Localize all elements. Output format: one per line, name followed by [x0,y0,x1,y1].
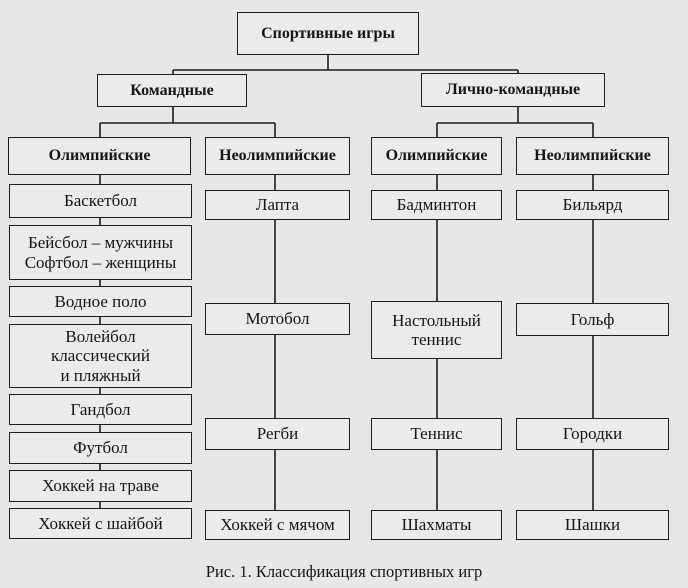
sport-basketball: Баскетбол [9,184,192,218]
sport-table-tennis: Настольный теннис [371,301,502,359]
category-personal-olympic: Олимпийские [371,137,502,175]
sport-bandy: Хоккей с мячом [205,510,350,540]
root-node: Спортивные игры [237,12,419,55]
sport-motoball: Мотобол [205,303,350,335]
sport-golf: Гольф [516,303,669,336]
sport-checkers: Шашки [516,510,669,540]
sport-handball: Гандбол [9,394,192,425]
sport-water-polo: Водное поло [9,286,192,317]
sport-field-hockey: Хоккей на траве [9,470,192,502]
category-team-non-olympic: Неолимпийские [205,137,350,175]
sport-chess: Шахматы [371,510,502,540]
group-team: Командные [97,74,247,107]
sport-volleyball: Волейбол классический и пляжный [9,324,192,388]
category-team-olympic: Олимпийские [8,137,191,175]
figure-caption: Рис. 1. Классификация спортивных игр [205,562,483,581]
group-personal-team: Лично-командные [421,73,605,107]
sport-ice-hockey: Хоккей с шайбой [9,508,192,539]
sport-billiards: Бильярд [516,190,669,220]
sport-tennis: Теннис [371,418,502,450]
sport-football: Футбол [9,432,192,464]
sport-badminton: Бадминтон [371,190,502,220]
sport-gorodki: Городки [516,418,669,450]
sport-lapta: Лапта [205,190,350,220]
sport-baseball-softball: Бейсбол – мужчины Софтбол – женщины [9,225,192,280]
category-personal-non-olympic: Неолимпийские [516,137,669,175]
sport-rugby: Регби [205,418,350,450]
